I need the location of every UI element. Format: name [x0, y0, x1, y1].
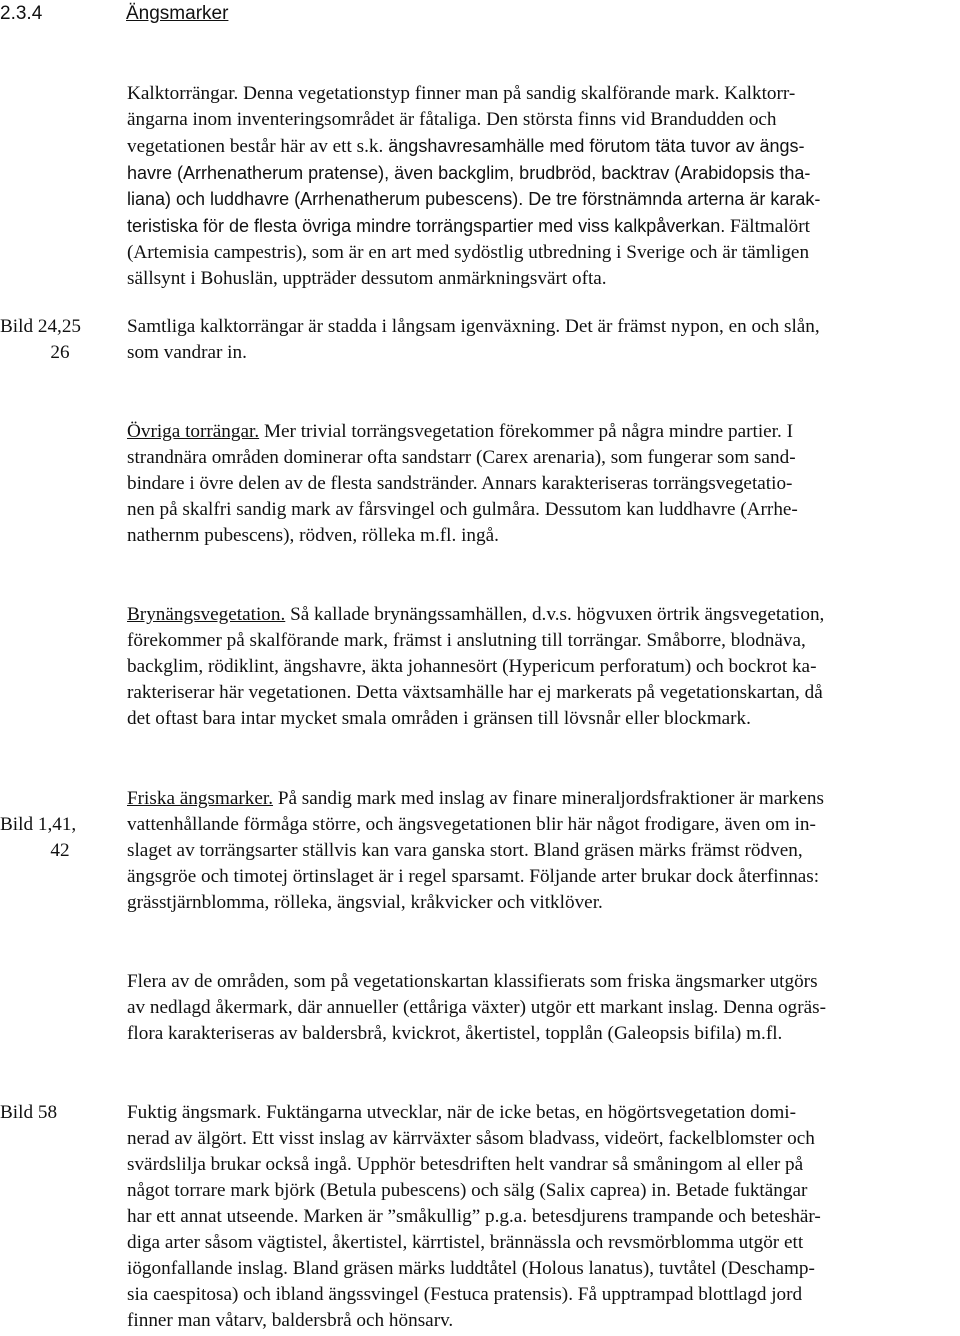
paragraph-brynangsvegetation [127, 602, 957, 732]
text-line: grässtjärnblomma, rölleka, ängsvial, kråkvicker och vitklöver. [127, 892, 603, 913]
margin-ref-bild-24 [0, 314, 120, 366]
text-line: sia caespitosa) och ibland ängssvingel (Festuca pratensis). Få upptrampad blottlagd jord [127, 1284, 803, 1305]
text-line: vattenhållande förmåga större, och ängsvegetationen blir här något frodigare, även om in- [127, 814, 816, 835]
text-line: Flera av de områden, som på vegetationskartan klassifierats som friska ängsmarker utgörs [127, 971, 818, 992]
paragraph-ovriga-torrangar [127, 419, 957, 549]
text-line: Kalktorrängar. Denna vegetationstyp finner man på sandig skalförande mark. Kalktorr- [127, 83, 796, 104]
text-line: rakteriserar här vegetationen. Detta växtsamhälle har ej markerats på vegetationskartan, då [127, 682, 823, 703]
margin-ref-bild-58 [0, 1100, 120, 1126]
margin-line: Bild 24,25 [0, 316, 82, 337]
text-line: som vandrar in. [127, 342, 247, 363]
paragraph-fuktig-angsmark [127, 1100, 957, 1334]
text-line: nen på skalfri sandig mark av fårsvingel och gulmåra. Dessutom kan luddhavre (Arrhe- [127, 499, 798, 520]
text-line: sällsynt i Bohuslän, uppträder dessutom anmärkningsvärt ofta. [127, 268, 607, 289]
text-line: backglim, rödiklint, ängshavre, äkta johannesört (Hypericum perforatum) och bockrot ka- [127, 656, 817, 677]
text-line: havre (Arrhenatherum pratense), även backglim, brudbröd, backtrav (Arabidopsis tha- [127, 163, 811, 183]
text-line: vegetationen består här av ett s.k. ängshavresamhälle med förutom täta tuvor av ängs- [127, 136, 805, 157]
text-line: ängarna inom inventeringsområdet är fåtaliga. Den största finns vid Brandudden och [127, 109, 777, 130]
paragraph-igenvaxning [127, 314, 957, 366]
text-line: förekommer på skalförande mark, främst i anslutning till torrängar. Småborre, blodnäva, [127, 630, 806, 651]
paragraph-lead: Övriga torrängar. [127, 421, 260, 442]
text-line: Övriga torrängar. Mer trivial torrängsvegetation förekommer på några mindre partier. I [127, 421, 793, 442]
paragraph-friska-angsmarker [127, 786, 957, 916]
margin-ref-bild-1 [0, 812, 120, 864]
text-line: har ett annat utseende. Marken är ”småkullig” p.g.a. betesdjurens trampande och beteshär- [127, 1206, 821, 1227]
text-line: Friska ängsmarker. På sandig mark med inslag av finare mineraljordsfraktioner är markens [127, 788, 824, 809]
paragraph-lead: Friska ängsmarker. [127, 788, 274, 809]
paragraph-akermark [127, 969, 957, 1047]
paragraph-kalktorrangar [127, 81, 957, 292]
section-number: 2.3.4 [0, 3, 43, 24]
text-line: Samtliga kalktorrängar är stadda i långsam igenväxning. Det är främst nypon, en och slån, [127, 316, 820, 337]
text-line: något torrare mark björk (Betula pubescens) och sälg (Salix caprea) in. Betade fuktängar [127, 1180, 808, 1201]
text-line: av nedlagd åkermark, där annueller (ettåriga växter) utgör ett markant inslag. Denna ogräs- [127, 997, 826, 1018]
text-line: Brynängsvegetation. Så kallade brynängssamhällen, d.v.s. högvuxen örtrik ängsvegetation, [127, 604, 825, 625]
text-line: svärdslilja brukar också ingå. Upphör betesdriften helt vandrar så småningom al eller på [127, 1154, 804, 1175]
text-line: diga arter såsom vägtistel, åkertistel, kärrtistel, brännässla och revsmörblomma utgör ett [127, 1232, 804, 1253]
text-line: nathernm pubescens), rödven, rölleka m.fl. ingå. [127, 525, 499, 546]
text-line: finner man våtarv, baldersbrå och hönsarv. [127, 1310, 454, 1331]
text-line: nerad av älgört. Ett visst inslag av kärrväxter såsom bladvass, videört, fackelblomster och [127, 1128, 815, 1149]
margin-line: Bild 58 [0, 1102, 58, 1123]
text-line: slaget av torrängsarter ställvis kan vara ganska stort. Bland gräsen märks främst rödven, [127, 840, 803, 861]
text-line: flora karakteriseras av baldersbrå, kvickrot, åkertistel, topplån (Galeopsis bifila) m.fl. [127, 1023, 783, 1044]
margin-line: 26 [50, 342, 70, 363]
text-line: strandnära områden dominerar ofta sandstarr (Carex arenaria), som fungerar som sand- [127, 447, 796, 468]
text-line: Fuktig ängsmark. Fuktängarna utvecklar, när de icke betas, en högörtsvegetation domi- [127, 1102, 797, 1123]
margin-line: 42 [50, 840, 70, 861]
text-line: bindare i övre delen av de flesta sandstränder. Annars karakteriseras torrängsvegetatio- [127, 473, 793, 494]
text-line: det oftast bara intar mycket smala områden i gränsen till lövsnår eller blockmark. [127, 708, 751, 729]
margin-line: Bild 1,41, [0, 814, 77, 835]
section-title: Ängsmarker [126, 3, 229, 24]
text-line: teristiska för de flesta övriga mindre torrängspartier med viss kalkpåverkan. Fältmalört [127, 216, 810, 237]
text-line: iögonfallande inslag. Bland gräsen märks luddtåtel (Holous lanatus), tuvtåtel (Deschamp- [127, 1258, 815, 1279]
paragraph-lead: Brynängsvegetation. [127, 604, 286, 625]
text-line: (Artemisia campestris), som är en art med sydöstlig utbredning i Sverige och är tämligen [127, 242, 810, 263]
text-line: ängsgröe och timotej örtinslaget är i regel sparsamt. Följande arter brukar dock återfinnas: [127, 866, 820, 887]
text-line: liana) och luddhavre (Arrhenatherum pubescens). De tre förstnämnda arterna är karak- [127, 189, 821, 209]
section-heading [0, 2, 228, 26]
